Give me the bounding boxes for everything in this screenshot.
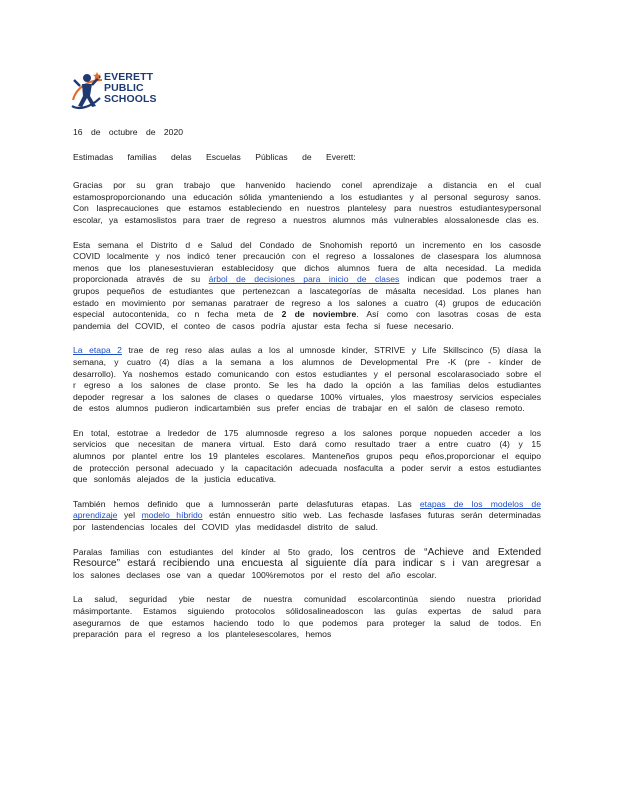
paragraph-6-text-a: Paralas familias con estudiantes del kínder al 5to grado, (73, 546, 333, 557)
paragraph-7: La salud, seguridad ybie nestar de nuestra comunidad escolarcontinúa siendo nuestra prioridad másimportante. Estamos siguiendo protocolos sólidosalineadoscon las guías expertas de salud para asegurarnos de que estamos haciendo todo lo que podemos para proteger la salud de todos. En preparación para el regreso a los plantelesescolares, hemos (73, 594, 541, 640)
decision-tree-link[interactable]: árbol de decisiones para inicio de clases (208, 274, 400, 285)
paragraph-2 (73, 240, 541, 333)
paragraph-2-text-c: . Así como con lasotras cosas de esta pandemia del COVID, el conteo de casos podría ajustar esta fecha si fuese necesario. (73, 309, 541, 331)
hybrid-model-link[interactable]: modelo híbrido (141, 510, 203, 521)
paragraph-5-text-b: yel (124, 510, 135, 521)
letter-greeting: Estimadas familias delas Escuelas Públicas de Everett: (73, 151, 356, 162)
paragraph-3-text: trae de reg reso alas aulas a los al umnosde kínder, STRIVE y Life Skillscinco (5) díasa la semana, y cuatro (4) días a la semana a los alumnos de Developmental Pre -K (pre - kínder de desarrollo). Ya noshemos estado comunicando con estos estudiantes y el personal escolarasociado sobre el r egreso a los salones de clase pronto. Se les ha dado la opción a las familias delos estudiantes depoder regresar a los salones de clases o quedarse 100% virtuales, ylos maestrosy servicios especiales de estos alumnos pudieron indicartambién sus prefer encias de trabajar en el salón de claseso remoto. (73, 345, 541, 414)
stage-2-link[interactable]: La etapa 2 (73, 345, 122, 356)
logo-line-schools: SCHOOLS (104, 93, 157, 105)
logo-line-everett: EVERETT (104, 71, 154, 83)
paragraph-5 (73, 499, 541, 534)
paragraph-1: Gracias por su gran trabajo que hanvenido haciendo conel aprendizaje a distancia en el cual estamosproporcionando una educación sólida ymanteniendo a los estudiantes y al personal segurosy sanos. Con lasprecauciones que estamos estableciendo en nuestros plantelesy para nuestros estudiantesypersonal escolar, ya estamoslistos para traer de regreso a nuestros alumnos más vulnerables alossalonesde clas es. (73, 180, 541, 225)
paragraph-5-text-a: También hemos definido que a lumnosserán parte delasfuturas etapas. Las (73, 498, 412, 509)
learning-model-stages-link[interactable]: etapas de los modelos de aprendizaje (73, 498, 541, 521)
paragraph-4: En total, estotrae a lrededor de 175 alumnosde regreso a los salones porque nopueden acceder a los servicios que necesitan de manera virtual. Esto dará como resultado traer a entre cuatro (4) y 15 alumnos por plantel entre los 19 planteles escolares. Manteneños grupos pequ eños,proporcionar el equipo de protección personal adecuado y la capacitación adecuada nosfaculta a poder servir a estos estudiantes que sonlomás alejados de la justicia educativa. (73, 427, 541, 485)
logo-line-public: PUBLIC (104, 82, 144, 94)
paragraph-5-text-c: están ennuestro sitio web. Las fechasde lasfases futuras serán determinadas por lastendencias locales del COVID ylas medidasdel distrito de salud. (73, 510, 541, 533)
paragraph-6-text-b: a los salones declases ose van a quedar 100%remotos por el resto del año escolar. (73, 558, 542, 580)
letter-body (73, 127, 541, 654)
letter-date: 16 de octubre de 2020 (73, 127, 184, 137)
logo-wordmark (104, 72, 157, 105)
survey-notice: los centros de “Achieve and Extended Resource” estará recibiendo una encuesta al siguiente día para indicar s i van aregresar (73, 546, 541, 570)
swoosh-figure-icon (70, 70, 104, 114)
target-date: 2 de noviembre (281, 309, 357, 320)
paragraph-3 (73, 345, 541, 415)
district-logo (70, 70, 180, 114)
paragraph-2-text-a: Esta semana el Distrito d e Salud del Condado de Snohomish reportó un incremento en los casosde COVID localmente y nos indicó tener precaución con el regreso a lossalones de clasespara los alumnosa menos que los planesestuvieran establecidosy que dichos alumnos fuera de alta necesidad. La medida proporcionada através de su (73, 239, 541, 285)
paragraph-6 (73, 547, 541, 582)
paragraph-2-text-b: indican que podemos traer a grupos pequeños de estudiantes que pertenezcan a lascategorías de másalta necesidad. Los planes han estado en movimiento por semanas paratraer de regreso a los salones a cuatro (4) grupos de educación especial autocontenida, co n fecha meta de (73, 274, 541, 320)
